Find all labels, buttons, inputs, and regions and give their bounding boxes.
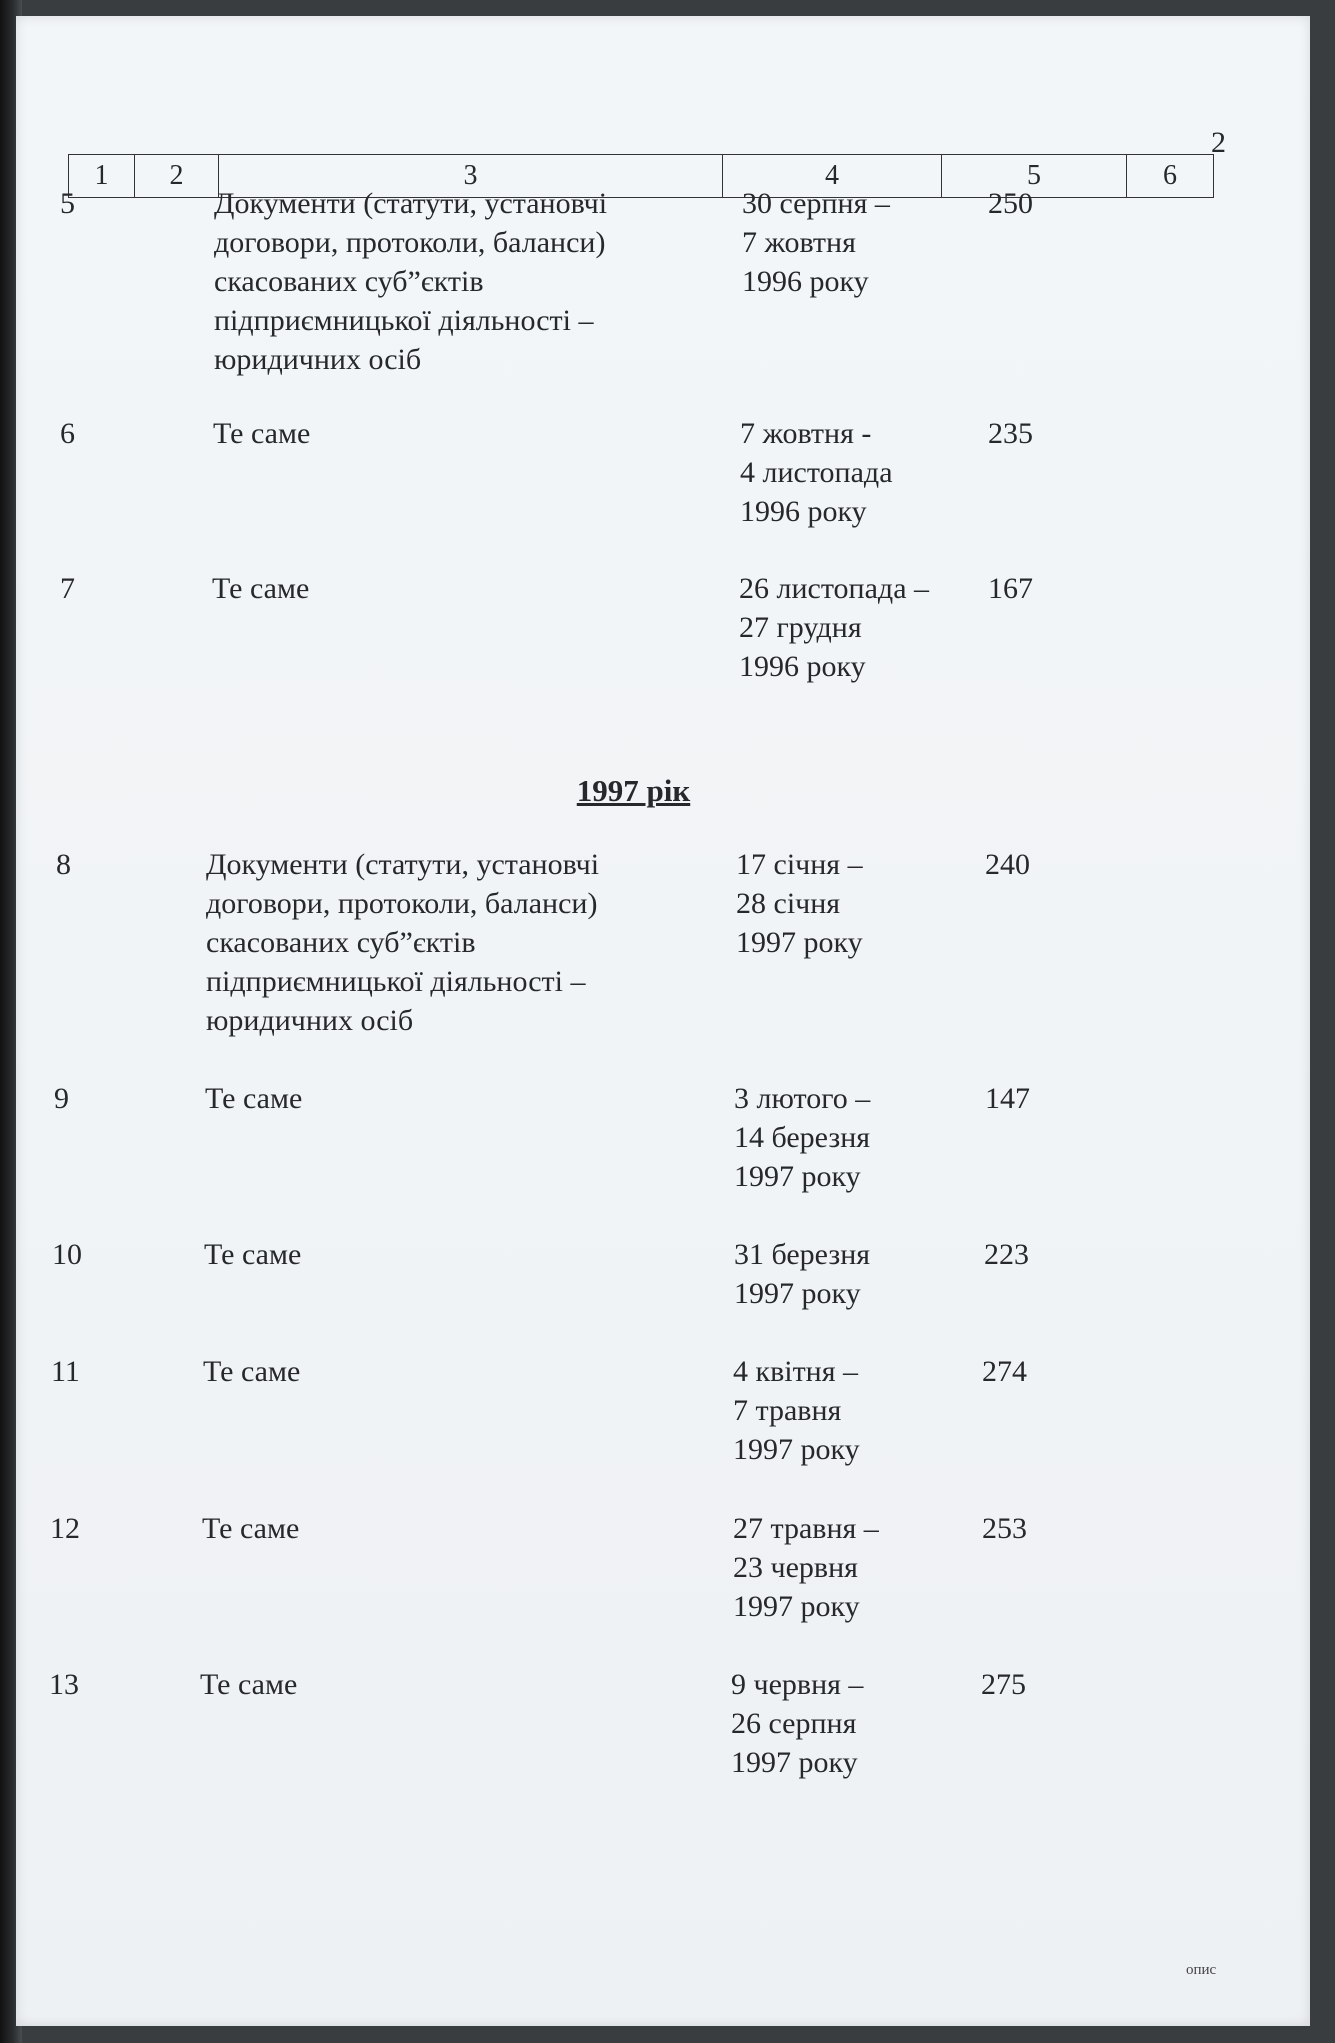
row-title (213, 414, 310, 453)
row-title-line: юридичних осіб (206, 1004, 414, 1037)
row-dates (733, 1352, 860, 1469)
row-title-line: Те саме (213, 417, 311, 450)
row-date-line: 30 серпня – (742, 187, 890, 220)
year-heading: 1997 рік (576, 773, 691, 808)
page-number: 2 (1211, 126, 1226, 159)
row-date-line: 7 травня (733, 1394, 842, 1427)
row-number: 7 (60, 572, 75, 605)
row-number: 5 (60, 187, 75, 220)
row-number: 9 (54, 1082, 69, 1115)
column-header-3: 3 (219, 155, 723, 197)
row-date-line: 1997 року (736, 926, 863, 959)
row-number: 12 (50, 1512, 80, 1545)
row-dates (740, 414, 893, 531)
row-title-line: договори, протоколи, баланси) (206, 887, 598, 920)
row-title-line: скасованих суб”єктів (206, 926, 476, 959)
row-title-line: Те саме (203, 1355, 301, 1388)
row-sheet-count: 275 (981, 1668, 1026, 1701)
document-page (16, 16, 1310, 2026)
row-date-line: 7 жовтня (742, 226, 856, 259)
row-title-line: Те саме (202, 1512, 300, 1545)
row-dates (733, 1509, 879, 1626)
row-title (202, 1509, 299, 1548)
row-number: 6 (60, 417, 75, 450)
row-date-line: 31 березня (734, 1238, 871, 1271)
row-title-line: підприємницької діяльності – (206, 965, 586, 998)
row-date-line: 1997 року (734, 1277, 861, 1310)
row-date-line: 7 жовтня - (740, 417, 872, 450)
row-date-line: 1997 року (734, 1160, 861, 1193)
row-date-line: 27 травня – (733, 1512, 879, 1545)
row-sheet-count: 250 (988, 187, 1033, 220)
row-title (206, 845, 599, 1040)
row-title-line: Те саме (204, 1238, 302, 1271)
row-title-line: Документи (статути, установчі (206, 848, 600, 881)
row-date-line: 1996 року (740, 495, 867, 528)
row-date-line: 4 квітня – (733, 1355, 859, 1388)
row-sheet-count: 240 (985, 848, 1030, 881)
row-dates (734, 1235, 870, 1313)
row-date-line: 1997 року (731, 1746, 858, 1779)
row-dates (739, 569, 929, 686)
row-date-line: 17 січня – (736, 848, 863, 881)
row-sheet-count: 253 (982, 1512, 1027, 1545)
row-sheet-count: 147 (985, 1082, 1030, 1115)
row-title (200, 1665, 297, 1704)
column-header-6: 6 (1163, 160, 1177, 191)
row-title (214, 184, 607, 379)
row-date-line: 9 червня – (731, 1668, 864, 1701)
row-number: 10 (52, 1238, 82, 1271)
column-header-1: 1 (69, 155, 135, 197)
row-date-line: 1997 року (733, 1590, 860, 1623)
row-title-line: юридичних осіб (214, 343, 422, 376)
row-date-line: 27 грудня (739, 611, 862, 644)
row-number: 8 (56, 848, 71, 881)
row-sheet-count: 223 (984, 1238, 1029, 1271)
row-title (204, 1235, 301, 1274)
row-title-line: Те саме (212, 572, 310, 605)
row-date-line: 1997 року (733, 1433, 860, 1466)
row-date-line: 1996 року (742, 265, 869, 298)
row-title-line: Те саме (200, 1668, 298, 1701)
row-date-line: 3 лютого – (734, 1082, 871, 1115)
row-date-line: 23 червня (733, 1551, 858, 1584)
row-title-line: підприємницької діяльності – (214, 304, 594, 337)
row-dates (742, 184, 890, 301)
row-dates (731, 1665, 863, 1782)
row-number: 13 (49, 1668, 79, 1701)
column-header-4: 4 (723, 155, 942, 197)
row-title-line: Документи (статути, установчі (214, 187, 608, 220)
row-date-line: 28 січня (736, 887, 841, 920)
row-dates (734, 1079, 870, 1196)
row-title-line: скасованих суб”єктів (214, 265, 484, 298)
row-dates (736, 845, 863, 962)
row-title (212, 569, 309, 608)
row-sheet-count: 235 (988, 417, 1033, 450)
row-date-line: 4 листопада (740, 456, 893, 489)
column-header-2: 2 (135, 155, 219, 197)
row-title-line: Те саме (205, 1082, 303, 1115)
row-date-line: 1996 року (739, 650, 866, 683)
row-date-line: 26 листопада – (739, 572, 930, 605)
column-header-5: 5 (942, 155, 1127, 197)
row-date-line: 26 серпня (731, 1707, 857, 1740)
footer-stamp: опис (1186, 1962, 1217, 1978)
row-sheet-count: 274 (982, 1355, 1027, 1388)
row-title (205, 1079, 302, 1118)
row-date-line: 14 березня (734, 1121, 871, 1154)
row-title-line: договори, протоколи, баланси) (214, 226, 606, 259)
row-number: 11 (51, 1355, 80, 1388)
row-title (203, 1352, 300, 1391)
row-sheet-count: 167 (988, 572, 1033, 605)
